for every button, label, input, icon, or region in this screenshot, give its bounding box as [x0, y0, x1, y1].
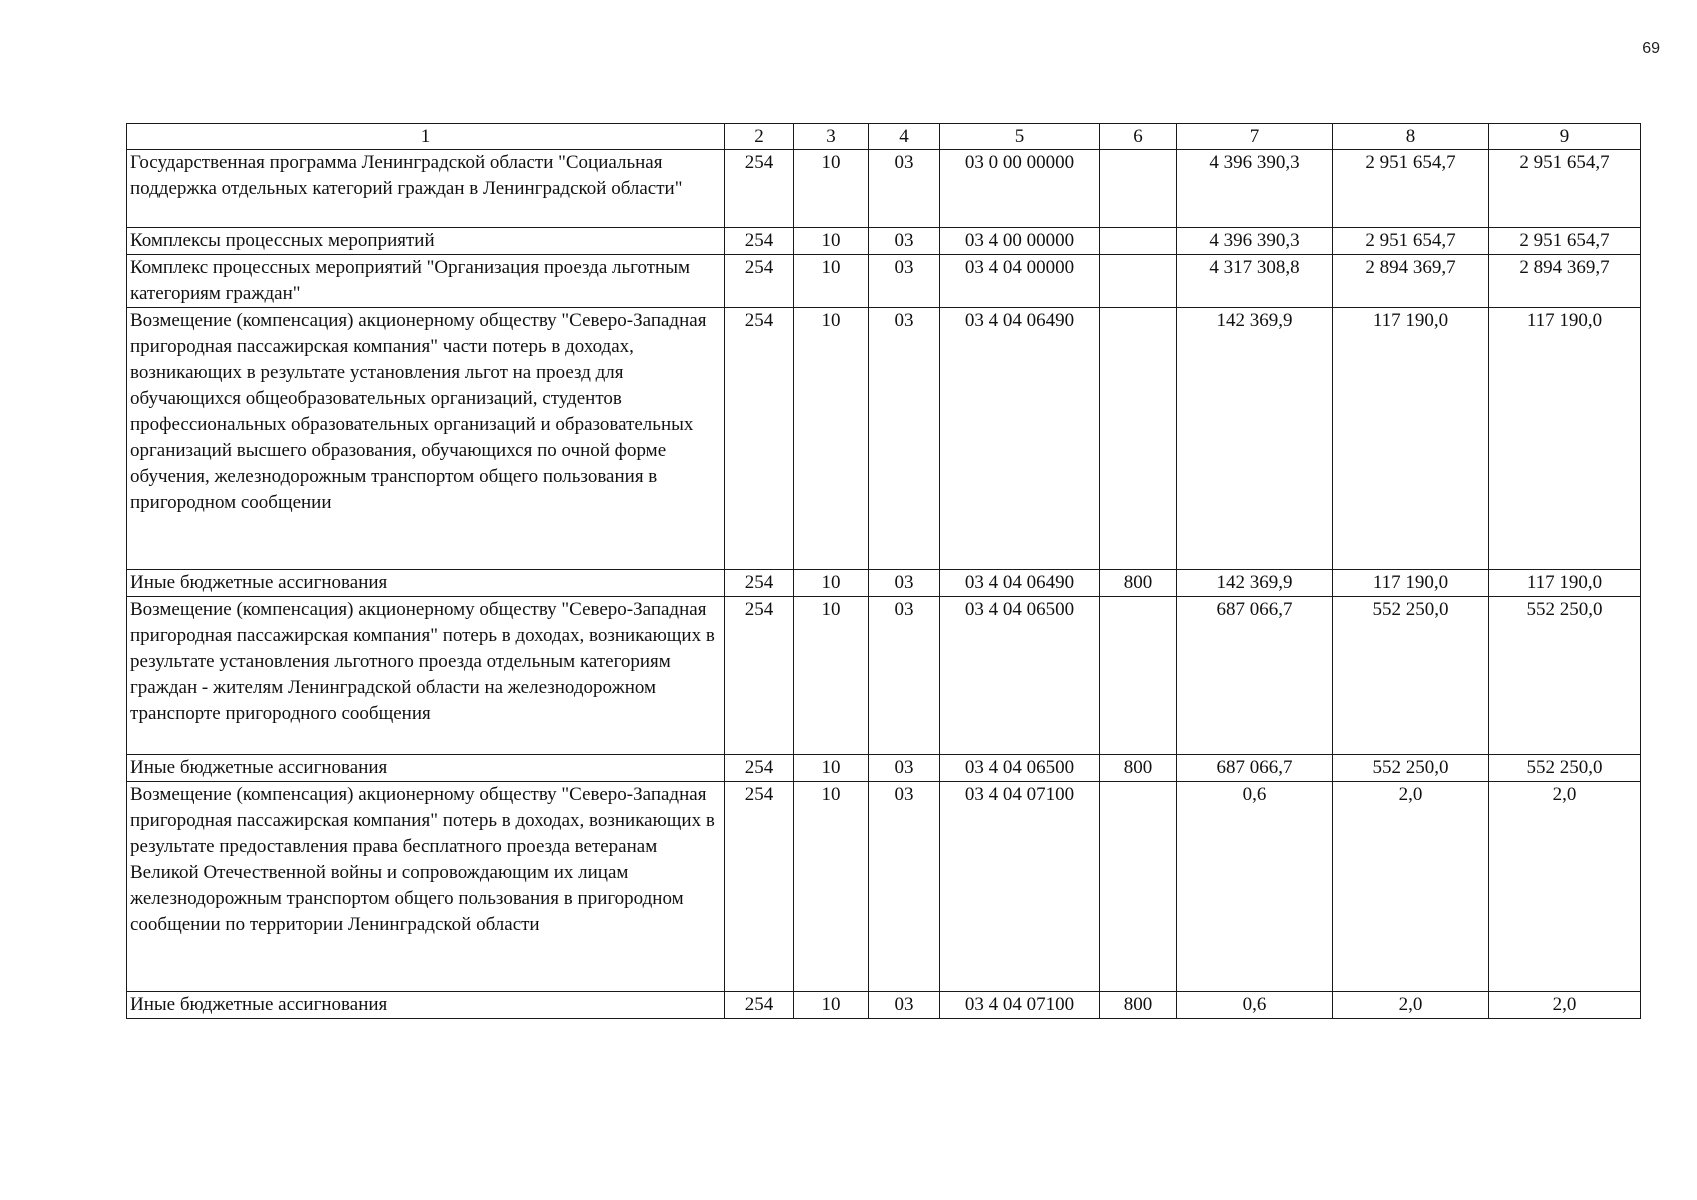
budget-table	[126, 123, 1641, 1019]
cell-c4: 03	[869, 150, 940, 228]
cell-c8: 117 190,0	[1333, 308, 1489, 570]
cell-c9: 552 250,0	[1489, 597, 1641, 755]
cell-c4: 03	[869, 255, 940, 308]
cell-c3: 10	[794, 255, 869, 308]
cell-c6	[1100, 308, 1177, 570]
table-row	[127, 782, 1641, 992]
cell-c3: 10	[794, 150, 869, 228]
cell-c7: 4 396 390,3	[1177, 228, 1333, 255]
cell-c3: 10	[794, 597, 869, 755]
cell-c5: 03 4 04 07100	[940, 992, 1100, 1019]
header-row	[127, 124, 1641, 150]
table-row	[127, 150, 1641, 228]
page-number: 69	[1642, 40, 1660, 57]
cell-c2: 254	[725, 597, 794, 755]
cell-c3: 10	[794, 782, 869, 992]
cell-c5: 03 4 04 06500	[940, 755, 1100, 782]
cell-c7: 4 396 390,3	[1177, 150, 1333, 228]
cell-c2: 254	[725, 992, 794, 1019]
cell-c2: 254	[725, 570, 794, 597]
row-name: Возмещение (компенсация) акционерному обществу "Северо-Западная пригородная пассажирская компания" потерь в доходах, возникающих в результате предоставления права бесплатного проезда ветеранам Великой Отечественной войны и сопровождающим их лицам железнодорожным транспортом общего пользования в пригородном сообщении по территории Ленинградской области	[127, 782, 725, 992]
cell-c5: 03 4 04 06500	[940, 597, 1100, 755]
cell-c6	[1100, 255, 1177, 308]
column-header: 6	[1100, 124, 1177, 150]
cell-c8: 117 190,0	[1333, 570, 1489, 597]
cell-c6: 800	[1100, 992, 1177, 1019]
cell-c7: 687 066,7	[1177, 597, 1333, 755]
cell-c8: 2,0	[1333, 782, 1489, 992]
column-header: 2	[725, 124, 794, 150]
cell-c9: 2 951 654,7	[1489, 150, 1641, 228]
cell-c7: 142 369,9	[1177, 308, 1333, 570]
cell-c5: 03 0 00 00000	[940, 150, 1100, 228]
cell-c4: 03	[869, 992, 940, 1019]
cell-c7: 0,6	[1177, 782, 1333, 992]
column-header: 5	[940, 124, 1100, 150]
cell-c8: 552 250,0	[1333, 597, 1489, 755]
cell-c2: 254	[725, 228, 794, 255]
table-row	[127, 755, 1641, 782]
cell-c6	[1100, 782, 1177, 992]
cell-c2: 254	[725, 150, 794, 228]
cell-c3: 10	[794, 755, 869, 782]
cell-c4: 03	[869, 782, 940, 992]
cell-c2: 254	[725, 308, 794, 570]
table-row	[127, 228, 1641, 255]
cell-c8: 2 894 369,7	[1333, 255, 1489, 308]
cell-c3: 10	[794, 228, 869, 255]
row-name: Государственная программа Ленинградской области "Социальная поддержка отдельных категорий граждан в Ленинградской области"	[127, 150, 725, 228]
cell-c8: 2,0	[1333, 992, 1489, 1019]
table-row	[127, 570, 1641, 597]
cell-c4: 03	[869, 597, 940, 755]
cell-c7: 687 066,7	[1177, 755, 1333, 782]
cell-c9: 117 190,0	[1489, 570, 1641, 597]
cell-c6	[1100, 228, 1177, 255]
column-header: 4	[869, 124, 940, 150]
cell-c5: 03 4 04 07100	[940, 782, 1100, 992]
table-row	[127, 255, 1641, 308]
row-name: Иные бюджетные ассигнования	[127, 992, 725, 1019]
cell-c4: 03	[869, 755, 940, 782]
cell-c9: 552 250,0	[1489, 755, 1641, 782]
cell-c6	[1100, 597, 1177, 755]
cell-c2: 254	[725, 782, 794, 992]
table-row	[127, 308, 1641, 570]
column-header: 3	[794, 124, 869, 150]
cell-c9: 2,0	[1489, 992, 1641, 1019]
cell-c3: 10	[794, 308, 869, 570]
column-header: 7	[1177, 124, 1333, 150]
table-row	[127, 597, 1641, 755]
row-name: Иные бюджетные ассигнования	[127, 570, 725, 597]
cell-c5: 03 4 00 00000	[940, 228, 1100, 255]
cell-c9: 117 190,0	[1489, 308, 1641, 570]
row-name: Иные бюджетные ассигнования	[127, 755, 725, 782]
cell-c7: 4 317 308,8	[1177, 255, 1333, 308]
cell-c6	[1100, 150, 1177, 228]
cell-c3: 10	[794, 570, 869, 597]
row-name: Комплекс процессных мероприятий "Организация проезда льготным категориям граждан"	[127, 255, 725, 308]
cell-c8: 552 250,0	[1333, 755, 1489, 782]
cell-c5: 03 4 04 06490	[940, 570, 1100, 597]
row-name: Возмещение (компенсация) акционерному обществу "Северо-Западная пригородная пассажирская компания" потерь в доходах, возникающих в результате установления льготного проезда отдельным категориям граждан - жителям Ленинградской области на железнодорожном транспорте пригородного сообщения	[127, 597, 725, 755]
cell-c7: 0,6	[1177, 992, 1333, 1019]
cell-c3: 10	[794, 992, 869, 1019]
table-row	[127, 992, 1641, 1019]
cell-c9: 2 951 654,7	[1489, 228, 1641, 255]
cell-c9: 2 894 369,7	[1489, 255, 1641, 308]
cell-c6: 800	[1100, 755, 1177, 782]
cell-c5: 03 4 04 00000	[940, 255, 1100, 308]
column-header: 1	[127, 124, 725, 150]
cell-c4: 03	[869, 308, 940, 570]
column-header: 9	[1489, 124, 1641, 150]
cell-c4: 03	[869, 570, 940, 597]
cell-c5: 03 4 04 06490	[940, 308, 1100, 570]
cell-c2: 254	[725, 255, 794, 308]
cell-c9: 2,0	[1489, 782, 1641, 992]
column-header: 8	[1333, 124, 1489, 150]
row-name: Комплексы процессных мероприятий	[127, 228, 725, 255]
cell-c2: 254	[725, 755, 794, 782]
cell-c8: 2 951 654,7	[1333, 150, 1489, 228]
row-name: Возмещение (компенсация) акционерному обществу "Северо-Западная пригородная пассажирская компания" части потерь в доходах, возникающих в результате установления льгот на проезд для обучающихся общеобразовательных организаций, студентов профессиональных образовательных организаций и образовательных организаций высшего образования, обучающихся по очной форме обучения, железнодорожным транспортом общего пользования в пригородном сообщении	[127, 308, 725, 570]
cell-c7: 142 369,9	[1177, 570, 1333, 597]
cell-c4: 03	[869, 228, 940, 255]
cell-c8: 2 951 654,7	[1333, 228, 1489, 255]
cell-c6: 800	[1100, 570, 1177, 597]
